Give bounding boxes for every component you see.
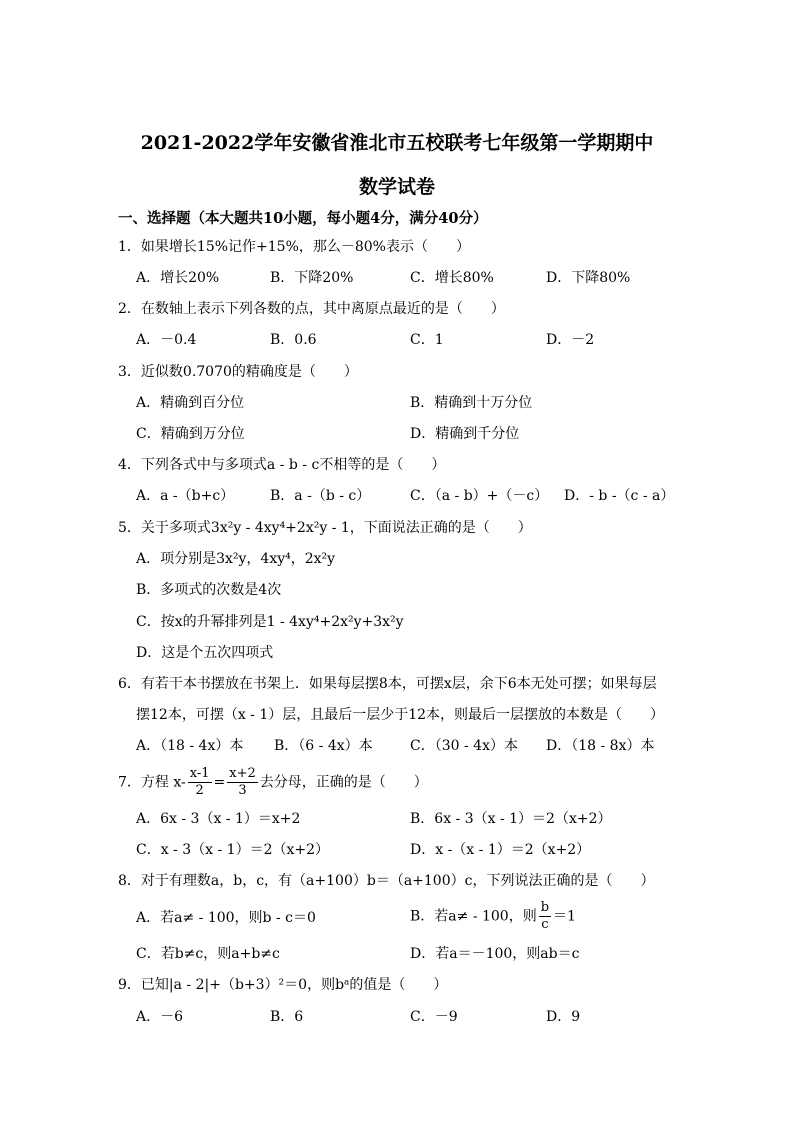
q1-option-b: B．下降20% — [270, 270, 354, 286]
q8-option-c: C．若b≠c，则a+b≠c — [136, 946, 280, 962]
question-6-line2: 摆12本，可摆（x - 1）层，且最后一层少于12本，则最后一层摆放的本数是（ ） — [136, 707, 665, 723]
q6-option-d: D．（18 - 8x）本 — [546, 738, 655, 754]
exam-title-line1: 2021-2022学年安徽省淮北市五校联考七年级第一学期期中 — [140, 132, 654, 154]
exam-title-line2: 数学试卷 — [358, 176, 435, 198]
section-heading: 一、选择题（本大题共10小题，每小题4分，满分40分） — [118, 210, 488, 227]
q3-option-d: D．精确到千分位 — [410, 426, 520, 442]
question-3: 3．近似数0.7070的精确度是（ ） — [118, 364, 358, 380]
question-9: 9．已知|a - 2|+（b+3）²＝0，则bᵃ的值是（ ） — [118, 977, 448, 993]
q5-option-a: A．项分别是3x²y，4xy⁴，2x²y — [136, 551, 336, 567]
question-1: 1．如果增长15%记作+15%，那么－80%表示（ ） — [118, 239, 470, 255]
q2-option-b: B．0.6 — [270, 332, 317, 348]
question-4: 4．下列各式中与多项式a - b - c不相等的是（ ） — [118, 457, 446, 473]
q7-option-b: B．6x - 3（x - 1）＝2（x+2） — [410, 811, 612, 827]
q4-option-c: C．（a - b）+（－c） — [410, 488, 549, 504]
q6-option-c: C．（30 - 4x）本 — [410, 738, 518, 754]
question-7: 7．方程 x- $\frac{x-1}{2}$ = $\frac{x+2}{3}$ 去分母，正确的是（ ） — [118, 766, 428, 798]
q5-option-b: B．多项式的次数是4次 — [136, 582, 282, 598]
q5-option-d: D．这是个五次四项式 — [136, 645, 274, 661]
q7-option-a: A．6x - 3（x - 1）＝x+2 — [136, 811, 301, 827]
q4-option-d: D．- b -（c - a） — [564, 488, 675, 504]
q5-option-c: C．按x的升幂排列是1 - 4xy⁴+2x²y+3x²y — [136, 614, 404, 630]
question-8: 8．对于有理数a，b，c，有（a+100）b＝（a+100）c，下列说法正确的是（ ） — [118, 873, 655, 889]
q4-option-a: A．a -（b+c） — [136, 488, 235, 504]
q7-option-c: C．x - 3（x - 1）＝2（x+2） — [136, 842, 330, 858]
q2-option-c: C．1 — [410, 332, 444, 348]
q9-option-c: C．－9 — [410, 1009, 458, 1025]
q4-option-b: B．a -（b - c） — [270, 488, 371, 504]
q6-option-a: A．（18 - 4x）本 — [136, 738, 244, 754]
q7-option-d: D．x -（x - 1）＝2（x+2） — [410, 842, 591, 858]
q7-fraction-2: $\frac{x+2}{3}$ — [229, 766, 256, 798]
q8-option-d: D．若a＝－100，则ab＝c — [410, 946, 580, 962]
q1-option-c: C．增长80% — [410, 270, 494, 286]
q2-option-a: A．－0.4 — [136, 332, 197, 348]
q3-option-b: B．精确到十万分位 — [410, 395, 533, 411]
question-5: 5．关于多项式3x²y - 4xy⁴+2x²y - 1，下面说法正确的是（ ） — [118, 520, 532, 536]
q6-option-b: B．（6 - 4x）本 — [274, 738, 373, 754]
q9-option-a: A．－6 — [136, 1009, 184, 1025]
q8-option-a: A．若a≠ - 100，则b - c＝0 — [136, 910, 316, 926]
q7-fraction-1: $\frac{x-1}{2}$ — [189, 766, 210, 798]
q1-option-a: A．增长20% — [136, 270, 220, 286]
q9-option-b: B．6 — [270, 1009, 304, 1025]
q1-option-d: D．下降80% — [546, 270, 631, 286]
q3-option-a: A．精确到百分位 — [136, 395, 245, 411]
q7-stem-post: 去分母，正确的是（ ） — [259, 774, 428, 791]
q7-stem-pre: 7．方程 x- — [118, 774, 186, 791]
question-6-line1: 6．有若干本书摆放在书架上．如果每层摆8本，可摆x层，余下6本无处可摆；如果每层 — [118, 676, 657, 692]
q8-option-b: B．若a≠ - 100，则 $\frac{b}{c}$ ＝1 — [410, 900, 576, 932]
q2-option-d: D．－2 — [546, 332, 595, 348]
q9-option-d: D．9 — [546, 1009, 581, 1025]
q8-fraction: $\frac{b}{c}$ — [540, 900, 550, 932]
question-2: 2．在数轴上表示下列各数的点，其中离原点最近的是（ ） — [118, 301, 505, 317]
q3-option-c: C．精确到万分位 — [136, 426, 245, 442]
